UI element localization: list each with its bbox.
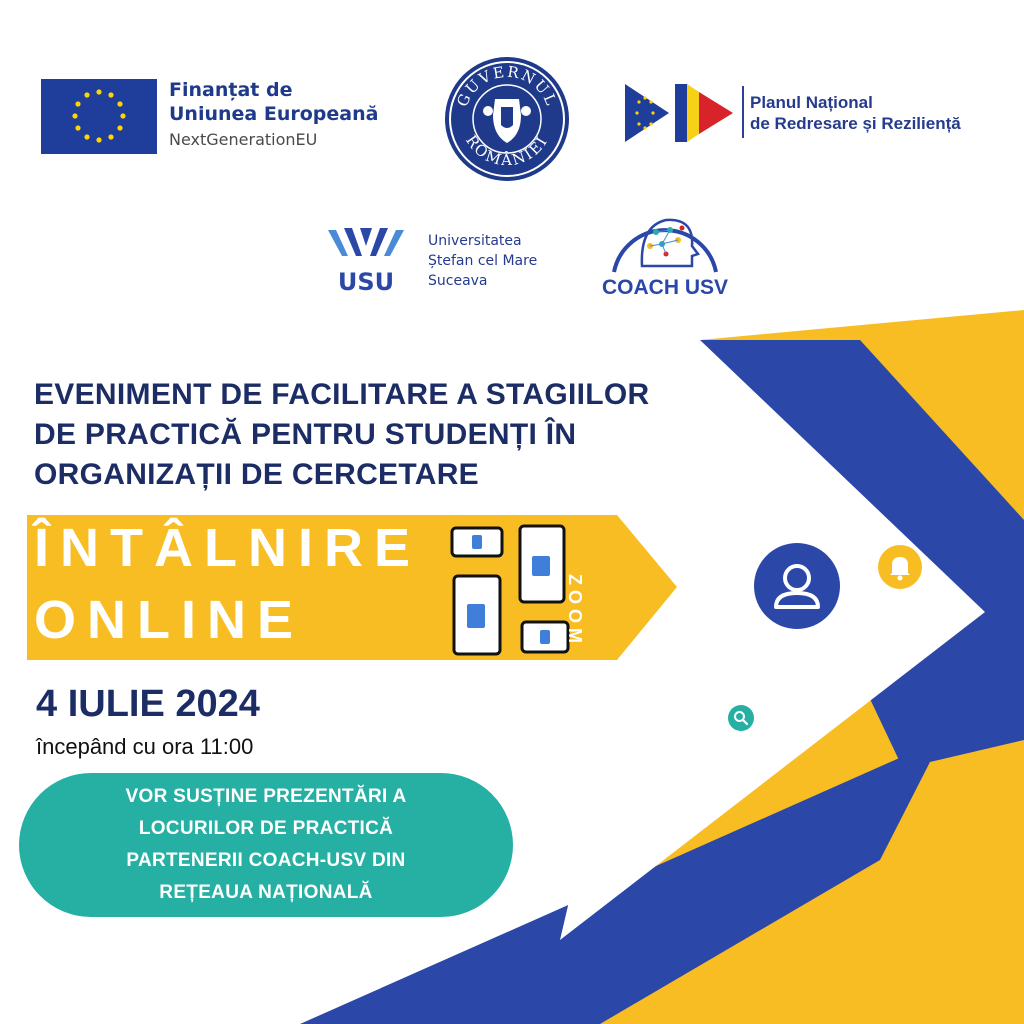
- eu-flag-icon: [41, 79, 157, 154]
- bell-icon: [878, 545, 922, 589]
- coach-usv-logo-icon: [592, 196, 738, 300]
- devices-icon: [450, 522, 580, 658]
- event-time: începând cu ora 11:00: [36, 734, 254, 759]
- eu-funding-text: [169, 78, 378, 152]
- info-line4: REȚEAUA NAȚIONALĂ: [159, 882, 373, 903]
- usv-mark-text: USU: [337, 268, 395, 296]
- seal-bottom-text: ROMÂNIEI: [462, 131, 552, 170]
- usv-logo-icon: [326, 226, 406, 296]
- seal-top-text: GUVERNUL: [453, 62, 561, 110]
- banner-line2: ONLINE: [34, 590, 305, 650]
- eu-funding-line3: NextGenerationEU: [169, 130, 318, 149]
- eu-funding-line1: Finanțat de: [169, 79, 293, 101]
- government-seal-icon: [443, 55, 571, 183]
- event-date: 4 IULIE 2024: [36, 683, 260, 725]
- info-text: [19, 781, 513, 909]
- info-line3: PARTENERII COACH-USV DIN: [126, 850, 406, 871]
- usv-line2: Ștefan cel Mare: [428, 253, 538, 269]
- pnrr-line2: de Redresare și Reziliență: [750, 114, 961, 133]
- info-line1: VOR SUSȚINE PREZENTĂRI A: [125, 786, 407, 807]
- coach-label: COACH USV: [601, 276, 729, 299]
- user-icon: [754, 543, 840, 629]
- search-icon: [728, 705, 754, 731]
- headline-line3: ORGANIZAȚII DE CERCETARE: [34, 458, 479, 491]
- zoom-label: ZOOM: [565, 574, 585, 648]
- usv-line1: Universitatea: [428, 233, 522, 249]
- usv-text: [428, 231, 537, 291]
- banner-text: [34, 512, 421, 656]
- event-headline: [34, 375, 734, 495]
- info-line2: LOCURILOR DE PRACTICĂ: [138, 818, 394, 839]
- headline-line2: DE PRACTICĂ PENTRU STUDENȚI ÎN: [34, 418, 577, 451]
- banner-line1: ÎNTÂLNIRE: [34, 518, 421, 578]
- headline-line1: EVENIMENT DE FACILITARE A STAGIILOR: [34, 378, 650, 411]
- pnrr-line1: Planul Național: [750, 93, 873, 112]
- phone-icon: [452, 528, 502, 556]
- pnrr-text: [750, 92, 961, 134]
- pnrr-divider: [742, 86, 744, 138]
- eu-funding-line2: Uniunea Europeană: [169, 103, 379, 125]
- usv-line3: Suceava: [428, 273, 488, 289]
- pnrr-logo-icon: [625, 84, 733, 142]
